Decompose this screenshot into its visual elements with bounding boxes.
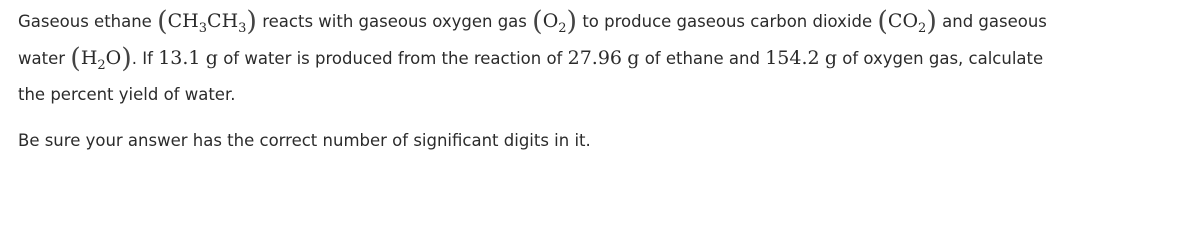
text-segment: of water is produced from the reaction of [217,49,568,68]
paren-open: ( [70,43,81,74]
text-segment: to produce gaseous carbon dioxide [577,12,878,31]
text-segment: and gaseous [936,12,1047,31]
paren-open: ( [532,6,543,37]
unit-grams: g [627,47,640,69]
oxygen-mass-value: 154.2 [765,47,820,69]
water-formula: $H_2O$ [80,47,122,73]
unit-grams: g [824,47,838,69]
text-segment: water [18,49,71,68]
paren-close: ) [566,6,578,37]
instruction-paragraph: Be sure your answer has the correct number of significant digits in it. [18,131,591,150]
oxygen-formula: $O_2$ [542,10,567,36]
paren-close: ) [121,43,132,74]
text-segment: the percent yield of water. [18,85,236,104]
text-segment: reacts with gaseous oxygen gas [256,12,533,31]
paren-open: ( [157,6,168,37]
problem-paragraph [18,3,1190,113]
ethane-mass-value: 27.96 [567,47,623,69]
text-segment: Gaseous ethane [18,12,158,31]
ethane-formula: $CH_3CH_3$ [167,10,247,36]
text-segment: . If [131,49,159,68]
text-segment: of ethane and [639,49,766,68]
question-text [18,3,1190,159]
paren-close: ) [926,6,937,37]
water-mass-value: 13.1 [158,47,201,69]
paren-open: ( [877,6,888,37]
text-segment: of oxygen gas, calculate [837,49,1044,68]
co2-formula: $CO_2$ [887,10,927,36]
paren-close: ) [246,6,257,37]
unit-grams: g [205,47,218,69]
